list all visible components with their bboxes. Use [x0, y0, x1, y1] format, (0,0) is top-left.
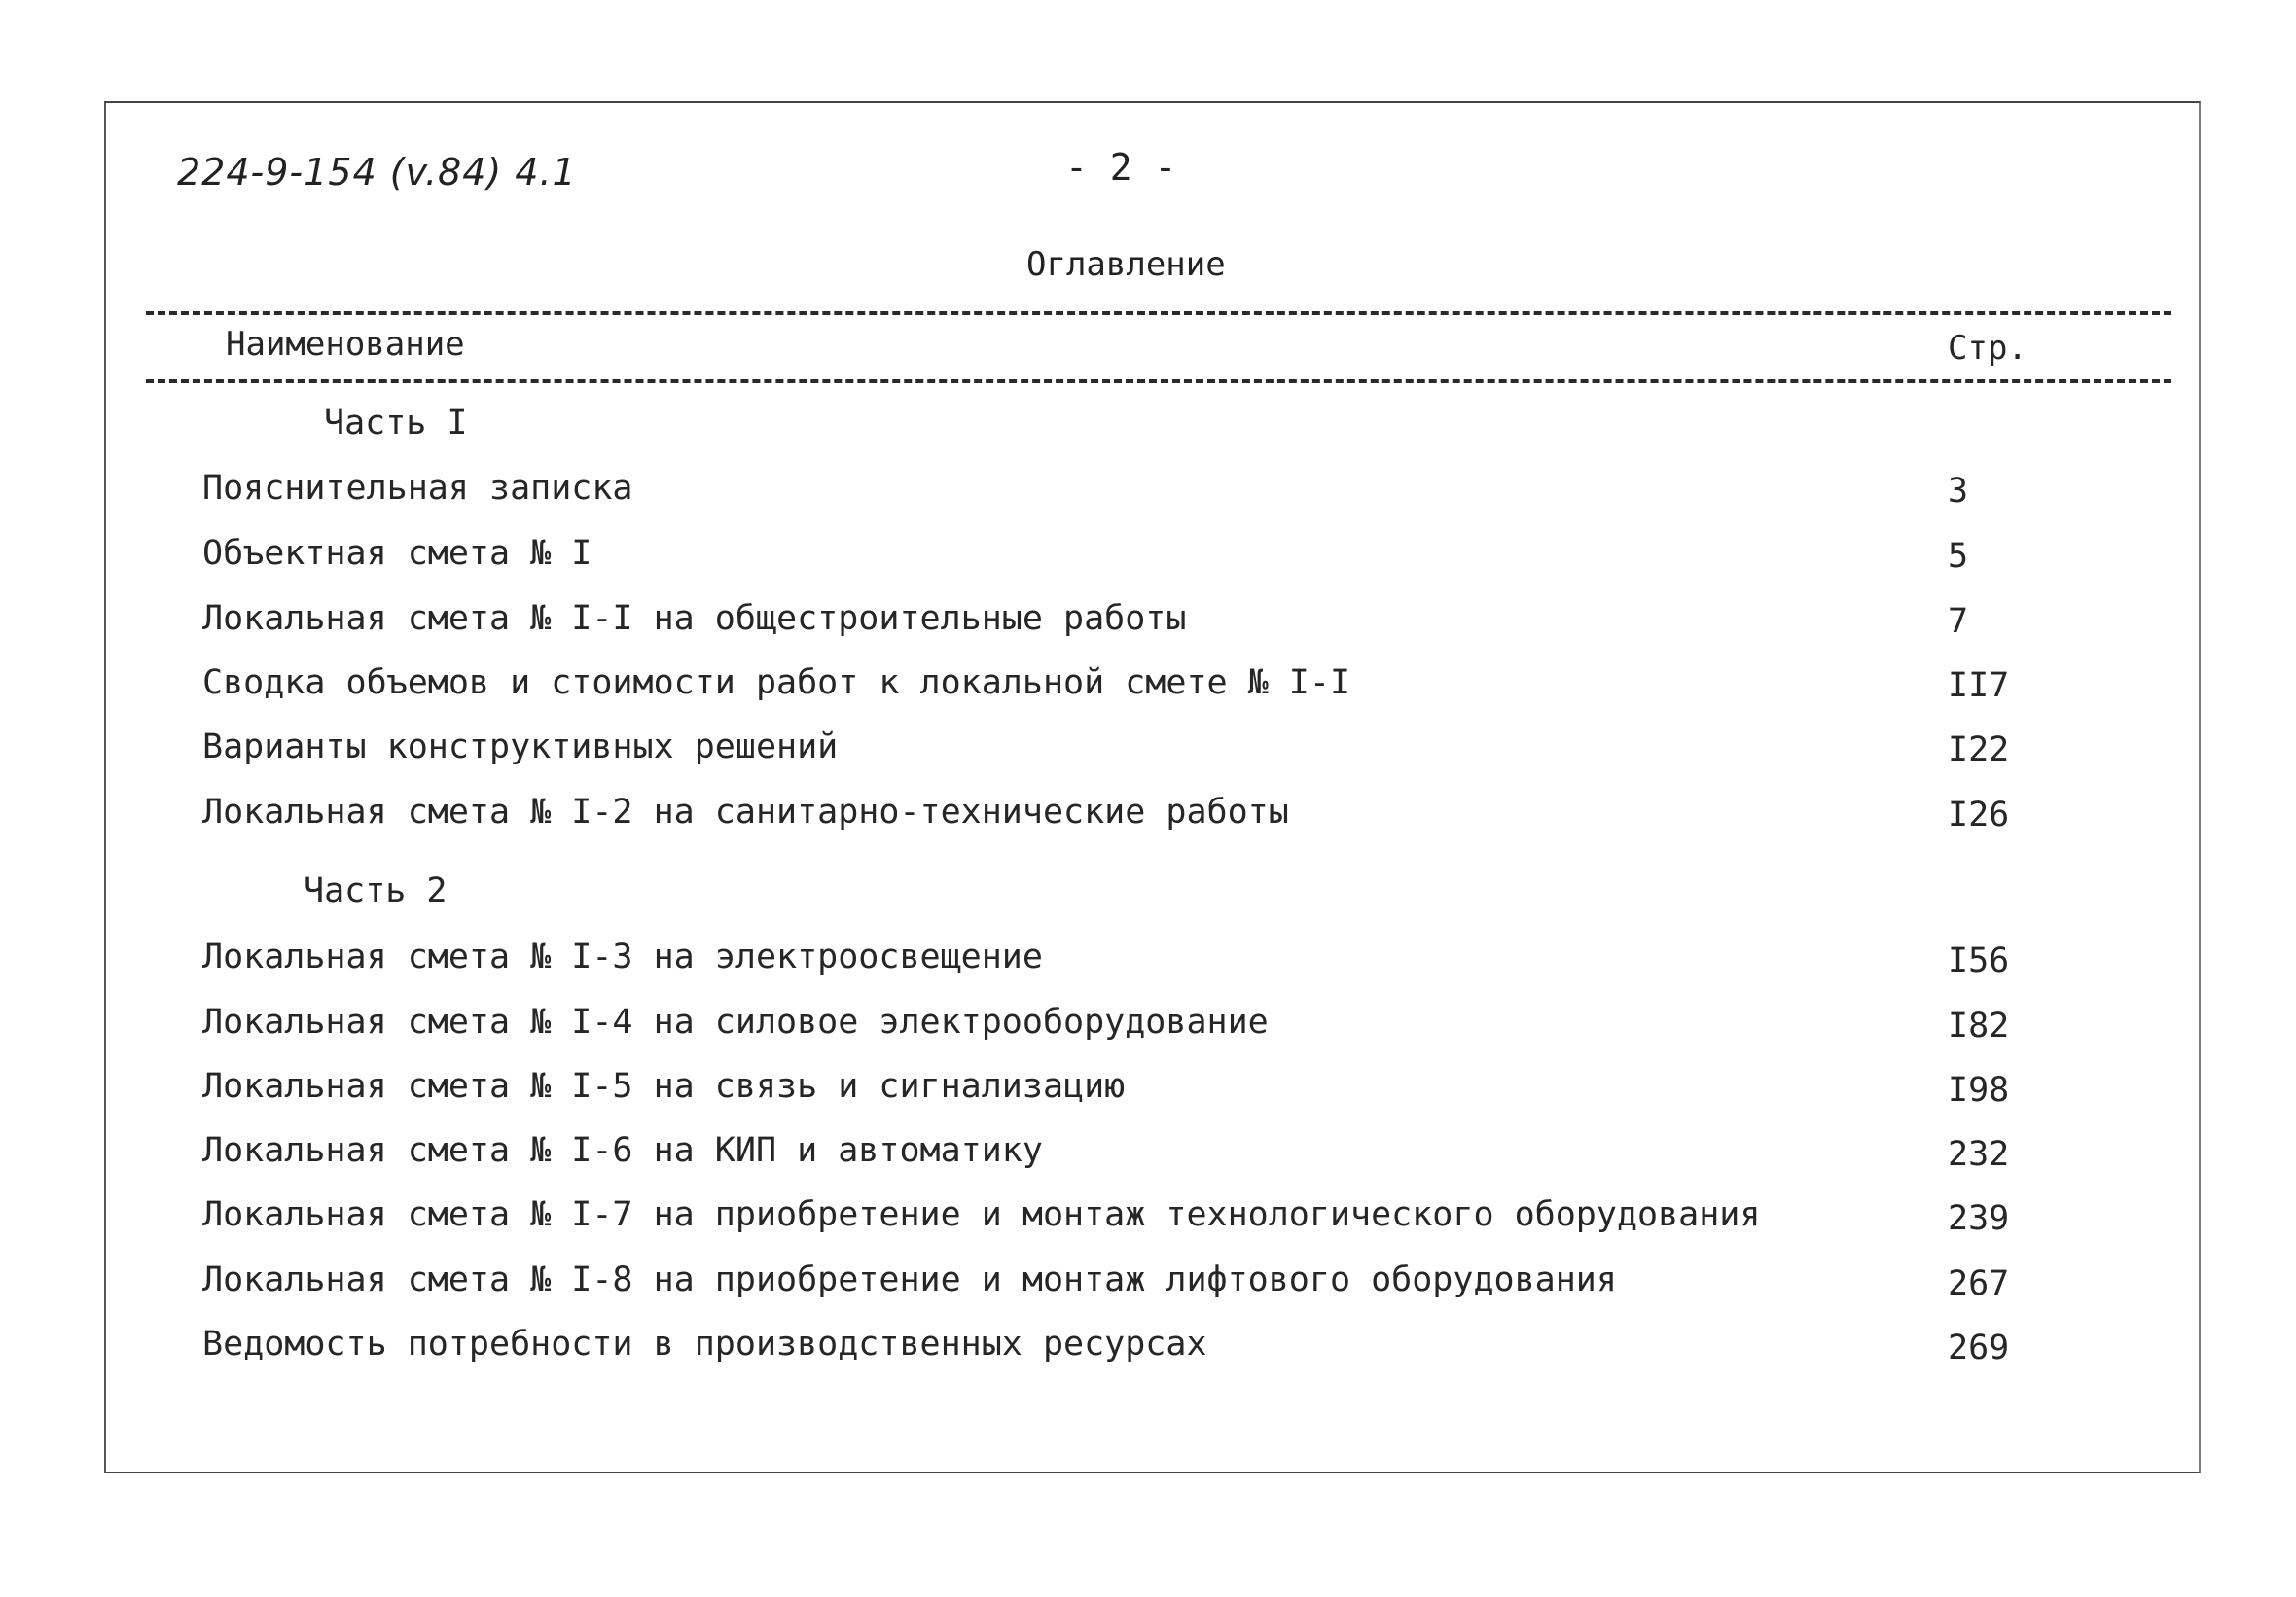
toc-entry-page: 269 [1948, 1329, 2010, 1367]
toc-title: Оглавление [1026, 245, 1226, 284]
toc-entry-label: Локальная смета № I-6 на КИП и автоматику [202, 1131, 1043, 1170]
toc-entry-page: 232 [1948, 1135, 2010, 1174]
toc-entry-page: 7 [1948, 602, 1969, 641]
part-heading: Часть 2 [304, 871, 448, 910]
part-heading: Часть I [324, 404, 468, 443]
toc-entry-label: Варианты конструктивных решений [202, 728, 839, 766]
toc-entry-label: Локальная смета № I-I на общестроительные работы [202, 599, 1187, 638]
document-code: 224-9-154 (v.84) 4.1 [177, 151, 577, 194]
toc-entry-label: Объектная смета № I [202, 534, 592, 573]
column-header-page: Стр. [1948, 329, 2027, 368]
toc-entry-label: Локальная смета № I-7 на приобретение и монтаж технологического оборудования [202, 1195, 1761, 1234]
toc-entry-label: Локальная смета № I-5 на связь и сигнализацию [202, 1067, 1126, 1106]
toc-entry-label: Локальная смета № I-8 на приобретение и монтаж лифтового оборудования [202, 1260, 1617, 1299]
column-header-name: Наименование [226, 325, 465, 364]
toc-entry-page: I82 [1948, 1007, 2010, 1046]
page-number: - 2 - [1065, 146, 1177, 189]
toc-entry-label: Ведомость потребности в производственных ресурсах [202, 1325, 1207, 1364]
toc-entry-page: I26 [1948, 796, 2010, 834]
toc-entry-label: Локальная смета № I-3 на электроосвещение [202, 938, 1043, 976]
toc-entry-page: 5 [1948, 537, 1969, 576]
toc-entry-label: Локальная смета № I-4 на силовое электрооборудование [202, 1003, 1269, 1042]
toc-entry-page: I98 [1948, 1071, 2010, 1110]
toc-entry-page: 3 [1948, 472, 1969, 511]
toc-entry-page: I22 [1948, 730, 2010, 769]
toc-entry-page: 239 [1948, 1199, 2010, 1238]
toc-entry-page: 267 [1948, 1264, 2010, 1303]
header-bottom-divider [146, 379, 2171, 383]
toc-entry-label: Локальная смета № I-2 на санитарно-технические работы [202, 793, 1289, 832]
header-top-divider [146, 311, 2171, 315]
toc-entry-label: Сводка объемов и стоимости работ к локальной смете № I-I [202, 663, 1351, 702]
toc-entry-page: II7 [1948, 666, 2010, 705]
toc-entry-label: Пояснительная записка [202, 469, 633, 508]
toc-entry-page: I56 [1948, 941, 2010, 980]
